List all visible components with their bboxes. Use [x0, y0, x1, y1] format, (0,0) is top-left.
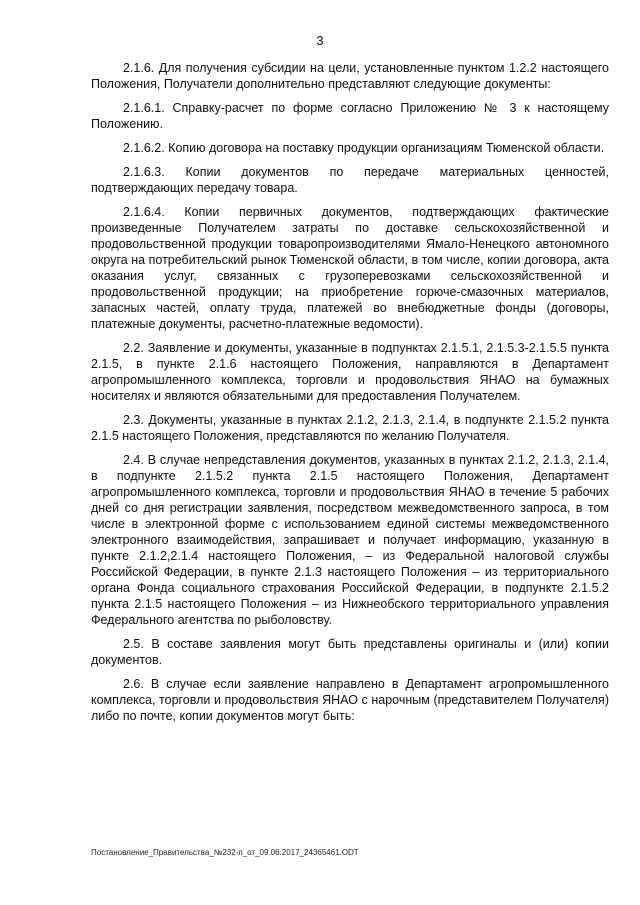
- page-number: 3: [316, 33, 324, 48]
- paragraph-2-4: 2.4. В случае непредставления документов, указанных в пунктах 2.1.2, 2.1.3, 2.1.4, в подпункте 2.1.5.2 пункта 2.1.5 настоящего Положения, Департамент агропромышленного комплекса, торговли и продовольствия ЯНАО в течение 5 рабочих дней со дня регистрации заявления, посредством межведомственного запроса, в том числе в электронной форме с использованием единой системы межведомственного электронного взаимодействия, запрашивает и получает информацию, указанную в пункте 2.1.2,2.1.4 настоящего Положения, – из Федеральной налоговой службы Российской Федерации, в пункте 2.1.3 настоящего Положения – из территориального органа Фонда социального страхования Российской Федерации, в подпункте 2.1.5.2 пункта 2.1.5 настоящего Положения – из Нижнеобского территориального управления Федерального агентства по рыболовству.: [91, 453, 609, 627]
- document-footer: Постановление_Правительства_№232-п_от_09.06.2017_24365461.ODT: [91, 848, 359, 857]
- paragraph-2-1-6-2: 2.1.6.2. Копию договора на поставку продукции организациям Тюменской области.: [123, 141, 605, 155]
- paragraph-2-3: 2.3. Документы, указанные в пунктах 2.1.2, 2.1.3, 2.1.4, в подпункте 2.1.5.2 пункта 2.1.5 настоящего Положения, представляются по желанию Получателя.: [91, 413, 609, 443]
- paragraph-2-1-6-1: 2.1.6.1. Справку-расчет по форме согласно Приложению № 3 к настоящему Положению.: [91, 101, 609, 131]
- paragraph-2-6: 2.6. В случае если заявление направлено в Департамент агропромышленного комплекса, торговли и продовольствия ЯНАО с нарочным (представителем Получателя) либо по почте, копии документов могут быть:: [91, 677, 609, 723]
- paragraph-2-5: 2.5. В составе заявления могут быть представлены оригиналы и (или) копии документов.: [91, 637, 609, 667]
- paragraph-2-1-6-4: 2.1.6.4. Копии первичных документов, подтверждающих фактические произведенные Получателем затраты по доставке сельскохозяйственной и продовольственной продукции товаропроизводителями Ямало-Ненецкого автономного округа на потребительский рынок Тюменской области, в том числе, копии договора, акта оказания услуг, связанных с грузоперевозками сельскохозяйственной и продовольственной продукции; на приобретение горюче-смазочных материалов, запасных частей, оплату труда, платежей во внебюджетные фонды (договоры, платежные документы, расчетно-платежные ведомости).: [91, 205, 609, 331]
- document-body: [91, 60, 609, 732]
- paragraph-2-2: 2.2. Заявление и документы, указанные в подпунктах 2.1.5.1, 2.1.5.3-2.1.5.5 пункта 2.1.5, в пункте 2.1.6 настоящего Положения, направляются в Департамент агропромышленного комплекса, торговли и продовольствия ЯНАО на бумажных носителях и являются обязательными для предоставления Получателем.: [91, 341, 609, 403]
- paragraph-2-1-6-3: 2.1.6.3. Копии документов по передаче материальных ценностей, подтверждающих передачу товара.: [91, 165, 609, 195]
- paragraph-2-1-6: 2.1.6. Для получения субсидии на цели, установленные пунктом 1.2.2 настоящего Положения, Получатели дополнительно представляют следующие документы:: [91, 61, 609, 91]
